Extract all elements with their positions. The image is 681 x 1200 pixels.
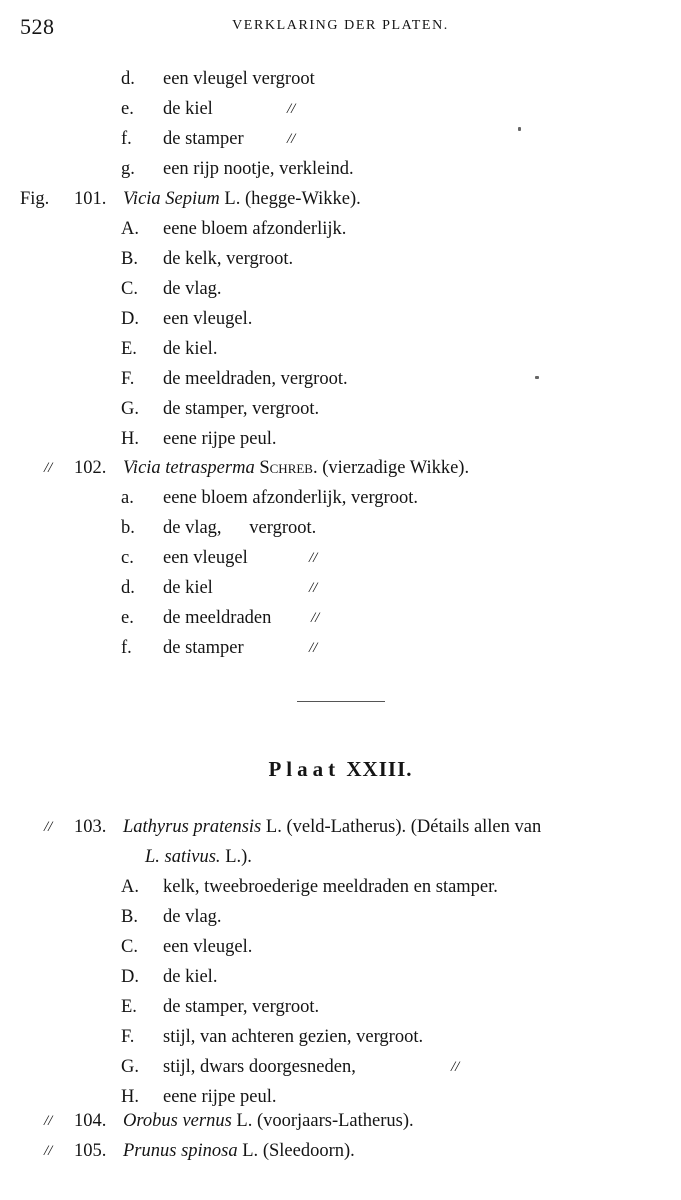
fig-102-entry: [0, 453, 681, 663]
ditto-mark: //: [309, 580, 318, 596]
species-line: [123, 184, 361, 214]
item-letter: d.: [121, 69, 135, 89]
species-name: Vicia tetrasperma: [123, 458, 255, 478]
item-text: de kiel.: [163, 967, 218, 987]
item-letter: A.: [121, 877, 139, 897]
common-name: (voorjaars-Latherus).: [256, 1111, 414, 1131]
list-item: [0, 573, 681, 603]
list-item: [0, 1022, 681, 1052]
ditto-mark: //: [44, 1113, 53, 1129]
species-author: L.: [242, 1141, 259, 1161]
species-line: [123, 1136, 355, 1166]
common-name: (veld-Latherus). (Détails allen van: [286, 817, 542, 837]
page-header: [20, 14, 661, 40]
item-letter: e.: [121, 99, 134, 119]
list-item: [0, 992, 681, 1022]
list-item: [0, 543, 681, 573]
item-text: een vleugel: [163, 548, 248, 568]
list-item: [0, 64, 681, 94]
fig-104-105-entries: [0, 1106, 681, 1166]
fig-number: 103.: [74, 817, 107, 837]
ditto-mark: //: [451, 1059, 460, 1075]
item-letter: e.: [121, 608, 134, 628]
list-item: [0, 274, 681, 304]
list-item: [0, 633, 681, 663]
ditto-mark: //: [309, 550, 318, 566]
item-letter: f.: [121, 129, 132, 149]
item-text: de stamper, vergroot.: [163, 399, 320, 419]
item-text: eene bloem afzonderlijk, vergroot.: [163, 488, 418, 508]
item-text: stijl, dwars doorgesneden,: [163, 1057, 356, 1077]
item-text: een vleugel vergroot: [163, 69, 315, 89]
item-letter: E.: [121, 339, 137, 359]
list-item: [0, 902, 681, 932]
list-item: [0, 244, 681, 274]
ditto-mark: //: [309, 640, 318, 656]
figure-heading: [0, 1106, 681, 1136]
item-text: de kiel: [163, 99, 213, 119]
fig-number: 102.: [74, 458, 107, 478]
item-text: de meeldraden, vergroot.: [163, 369, 348, 389]
species-line: [123, 812, 541, 842]
item-text: de stamper: [163, 129, 244, 149]
item-text: de kelk, vergroot.: [163, 249, 294, 269]
plate-numeral: XXIII.: [346, 757, 413, 781]
list-item: [0, 394, 681, 424]
item-letter: E.: [121, 997, 137, 1017]
item-letter: d.: [121, 578, 135, 598]
page-number: 528: [20, 14, 55, 39]
ditto-mark: //: [44, 460, 53, 476]
common-name: (hegge-Wikke).: [244, 189, 361, 209]
item-letter: c.: [121, 548, 134, 568]
species-name: Orobus vernus: [123, 1111, 232, 1131]
item-text: de kiel: [163, 578, 213, 598]
species-author: L.: [265, 817, 282, 837]
scan-speck: [518, 127, 521, 131]
fig-number: 101.: [74, 189, 107, 209]
species-line: [123, 1106, 414, 1136]
running-title: VERKLARING DER PLATEN.: [232, 18, 449, 33]
ditto-mark: //: [287, 131, 296, 147]
item-text: stijl, van achteren gezien, vergroot.: [163, 1027, 424, 1047]
continuation-line: [0, 842, 681, 872]
species-author: L.: [236, 1111, 253, 1131]
item-letter: B.: [121, 907, 138, 927]
fig-number: 104.: [74, 1111, 107, 1131]
list-item: [0, 483, 681, 513]
plate-heading: [0, 757, 681, 782]
list-item: [0, 154, 681, 184]
continued-items: [0, 64, 681, 184]
item-letter: a.: [121, 488, 134, 508]
list-item: [0, 424, 681, 454]
section-divider: [297, 701, 385, 702]
list-item: [0, 304, 681, 334]
fig-label: Fig.: [20, 189, 50, 209]
item-letter: G.: [121, 1057, 139, 1077]
item-letter: F.: [121, 369, 135, 389]
ditto-mark: //: [44, 1143, 53, 1159]
item-text: een vleugel.: [163, 937, 253, 957]
list-item: [0, 1052, 681, 1082]
item-letter: H.: [121, 429, 139, 449]
list-item: [0, 962, 681, 992]
species-name: L. sativus.: [145, 847, 221, 867]
item-text: de stamper, vergroot.: [163, 997, 320, 1017]
common-name: (Sleedoorn).: [262, 1141, 355, 1161]
item-text: kelk, tweebroederige meeldraden en stamper.: [163, 877, 498, 897]
ditto-mark: //: [287, 101, 296, 117]
list-item: [0, 124, 681, 154]
item-letter: C.: [121, 937, 138, 957]
list-item: [0, 513, 681, 543]
ditto-mark: //: [311, 610, 320, 626]
common-name: (vierzadige Wikke).: [322, 458, 470, 478]
item-letter: g.: [121, 159, 135, 179]
item-letter: D.: [121, 309, 139, 329]
item-letter: G.: [121, 399, 139, 419]
fig-101-entry: [0, 184, 681, 454]
fig-number: 105.: [74, 1141, 107, 1161]
item-letter: f.: [121, 638, 132, 658]
plate-label: Plaat: [268, 757, 341, 781]
list-item: [0, 872, 681, 902]
item-text: de stamper: [163, 638, 244, 658]
item-text: de vlag.: [163, 279, 222, 299]
item-text: eene rijpe peul.: [163, 1087, 277, 1107]
list-item: [0, 214, 681, 244]
species-line: [123, 453, 469, 483]
figure-heading: [0, 184, 681, 214]
item-letter: b.: [121, 518, 135, 538]
item-letter: C.: [121, 279, 138, 299]
item-text: eene rijpe peul.: [163, 429, 277, 449]
figure-heading: [0, 453, 681, 483]
item-text: de kiel.: [163, 339, 218, 359]
list-item: [0, 334, 681, 364]
list-item: [0, 603, 681, 633]
item-text: de meeldraden: [163, 608, 272, 628]
list-item: [0, 932, 681, 962]
species-name: Vicia Sepium: [123, 189, 220, 209]
species-author: Schreb.: [259, 458, 318, 478]
list-item: [0, 364, 681, 394]
ditto-mark: //: [44, 819, 53, 835]
scan-speck: [535, 376, 539, 379]
species-name: Prunus spinosa: [123, 1141, 238, 1161]
item-letter: A.: [121, 219, 139, 239]
continuation-text: [145, 842, 252, 872]
list-item: [0, 94, 681, 124]
species-author: L.).: [225, 847, 252, 867]
item-text: een rijp nootje, verkleind.: [163, 159, 354, 179]
item-text: een vleugel.: [163, 309, 253, 329]
item-letter: H.: [121, 1087, 139, 1107]
species-author: L.: [224, 189, 241, 209]
item-letter: F.: [121, 1027, 135, 1047]
fig-103-entry: [0, 812, 681, 1112]
item-letter: D.: [121, 967, 139, 987]
figure-heading: [0, 812, 681, 842]
item-letter: B.: [121, 249, 138, 269]
figure-heading: [0, 1136, 681, 1166]
species-name: Lathyrus pratensis: [123, 817, 262, 837]
item-text: de vlag, vergroot.: [163, 518, 317, 538]
item-text: de vlag.: [163, 907, 222, 927]
item-text: eene bloem afzonderlijk.: [163, 219, 347, 239]
